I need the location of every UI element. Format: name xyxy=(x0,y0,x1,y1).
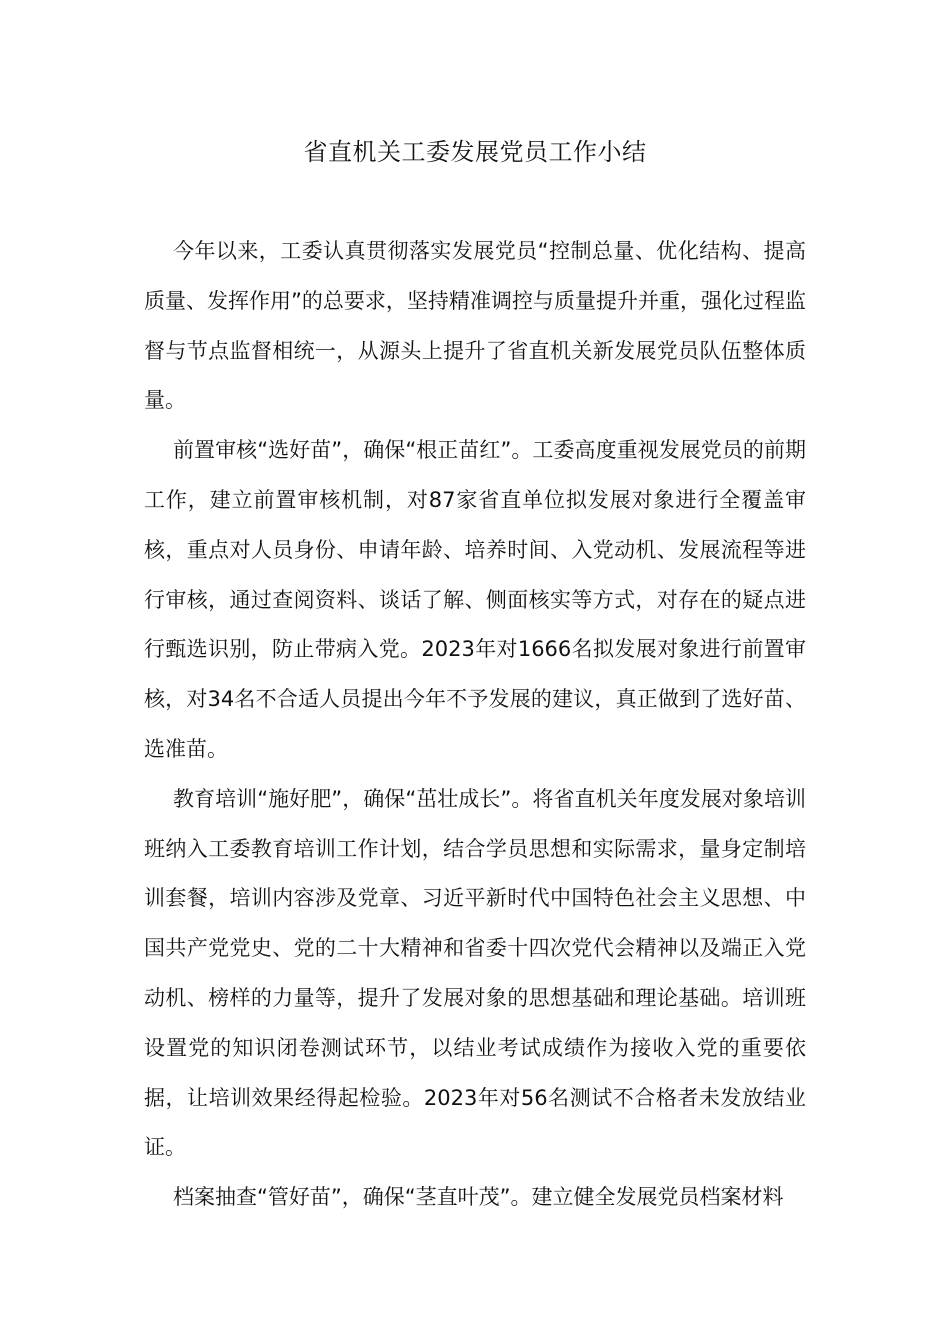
paragraph-pre-review: 前置审核“选好苗”，确保“根正苗红”。工委高度重视发展党员的前期工作，建立前置审核机制，对87家省直单位拟发展对象进行全覆盖审核，重点对人员身份、申请年龄、培养时间、入党动机、发展流程等进行审核，通过查阅资料、谈话了解、侧面核实等方式，对存在的疑点进行甄选识别，防止带病入党。2023年对1666名拟发展对象进行前置审核，对34名不合适人员提出今年不予发展的建议，真正做到了选好苗、选准苗。 xyxy=(144,438,806,761)
document-title: 省直机关工委发展党员工作小结 xyxy=(303,138,647,166)
paragraph-training: 教育培训“施好肥”，确保“茁壮成长”。将省直机关年度发展对象培训班纳入工委教育培训工作计划，结合学员思想和实际需求，量身定制培训套餐，培训内容涉及党章、习近平新时代中国特色社会主义思想、中国共产党党史、党的二十大精神和省委十四次党代会精神以及端正入党动机、榜样的力量等，提升了发展对象的思想基础和理论基础。培训班设置党的知识闭卷测试环节，以结业考试成绩作为接收入党的重要依据，让培训效果经得起检验。2023年对56名测试不合格者未发放结业证。 xyxy=(144,786,806,1160)
paragraph-intro: 今年以来，工委认真贯彻落实发展党员“控制总量、优化结构、提高质量、发挥作用”的总要求，坚持精准调控与质量提升并重，强化过程监督与节点监督相统一，从源头上提升了省直机关新发展党员队伍整体质量。 xyxy=(144,239,806,413)
paragraph-archive-check: 档案抽查“管好苗”，确保“茎直叶茂”。建立健全发展党员档案材料 xyxy=(173,1185,784,1210)
document-body xyxy=(144,227,806,1223)
